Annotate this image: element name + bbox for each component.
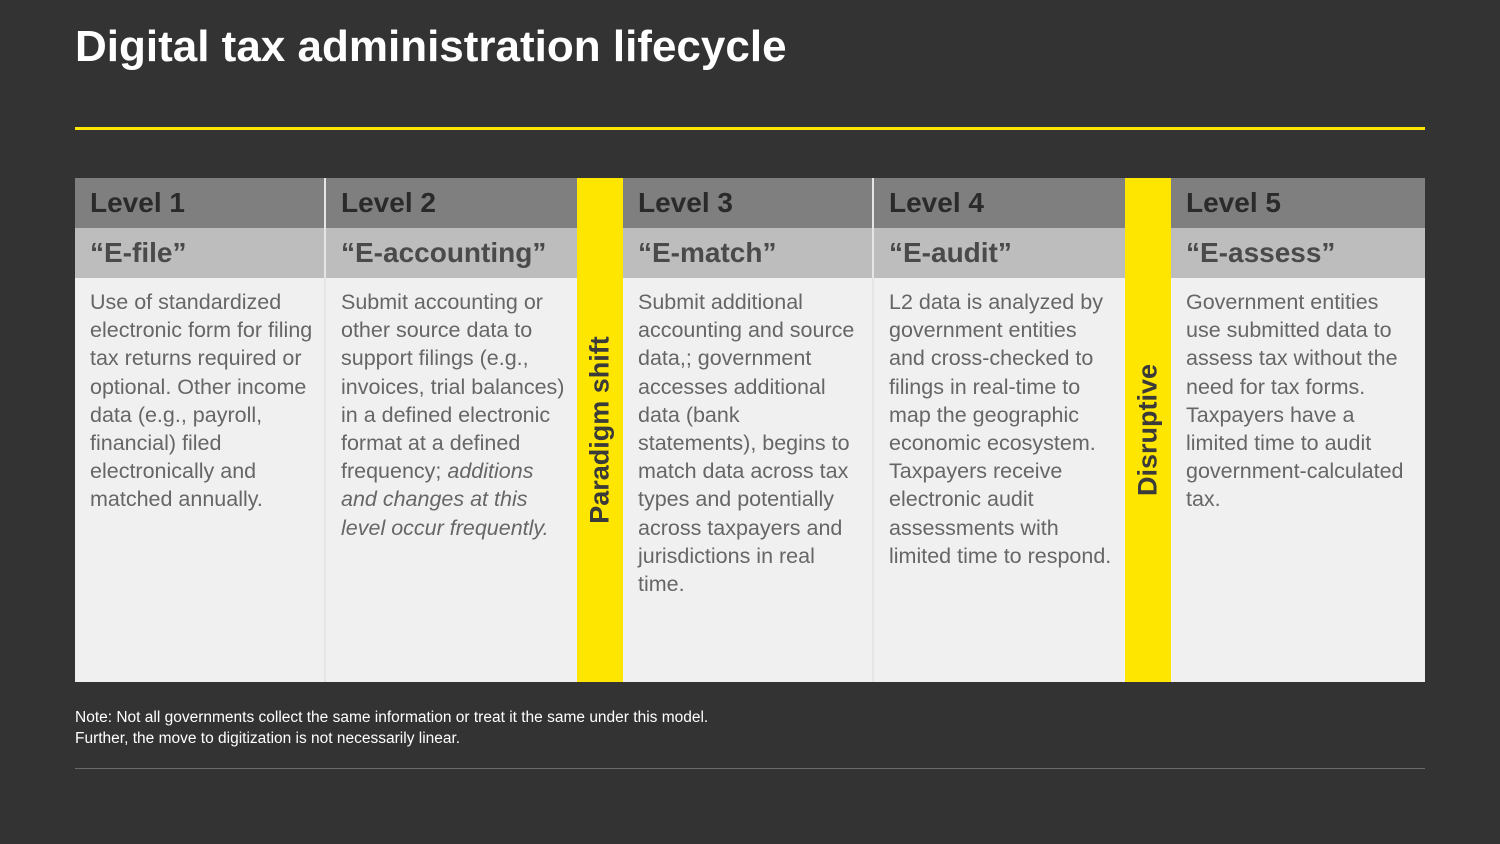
disruptive-divider <box>1125 178 1171 682</box>
level-2-description <box>326 278 577 682</box>
level-5-description-text: Government entities use submitted data to assess tax without the need for tax forms. Taxpayers have a limited time to audit government-calculated tax. <box>1186 290 1404 512</box>
level-5-name: “E-assess” <box>1171 228 1425 278</box>
lifecycle-table <box>75 178 1425 682</box>
level-3-name: “E-match” <box>623 228 874 278</box>
page-title: Digital tax administration lifecycle <box>75 22 787 71</box>
title-underline <box>75 127 1425 130</box>
paradigm-shift-divider <box>577 178 623 682</box>
level-1-name: “E-file” <box>75 228 326 278</box>
level-5-description <box>1171 278 1425 682</box>
level-2-description-text: Submit accounting or other source data to support filings (e.g., invoices, trial balances) in a defined electronic format at a defined frequency; <box>341 290 565 484</box>
level-1-description-text: Use of standardized electronic form for filing tax returns required or optional. Other income data (e.g., payroll, financial) filed electronically and matched annually. <box>90 290 313 512</box>
footnote-line-1: Note: Not all governments collect the same information or treat it the same under this model. <box>75 709 709 726</box>
footer-divider <box>75 768 1425 769</box>
level-2-name: “E-accounting” <box>326 228 577 278</box>
level-3-description <box>623 278 874 682</box>
level-4-description <box>874 278 1125 682</box>
level-4-header: Level 4 <box>874 178 1125 228</box>
level-5-header: Level 5 <box>1171 178 1425 228</box>
level-4-name: “E-audit” <box>874 228 1125 278</box>
level-4-description-text: L2 data is analyzed by government entities and cross-checked to filings in real-time to map the geographic economic ecosystem. Taxpayers receive electronic audit assessments with limited time to respond. <box>889 290 1112 568</box>
paradigm-shift-label: Paradigm shift <box>584 336 615 524</box>
level-3-header: Level 3 <box>623 178 874 228</box>
footnote-line-2: Further, the move to digitization is not necessarily linear. <box>75 730 461 747</box>
level-2-description-italic: additions and changes at this level occur frequently. <box>341 459 549 540</box>
disruptive-label: Disruptive <box>1132 363 1163 497</box>
footnote <box>75 707 708 749</box>
level-1-description <box>75 278 326 682</box>
level-3-description-text: Submit additional accounting and source data,; government accesses additional data (bank statements), begins to match data across tax types and potentially across taxpayers and jurisdictions in real time. <box>638 290 855 597</box>
level-1-header: Level 1 <box>75 178 326 228</box>
level-2-header: Level 2 <box>326 178 577 228</box>
